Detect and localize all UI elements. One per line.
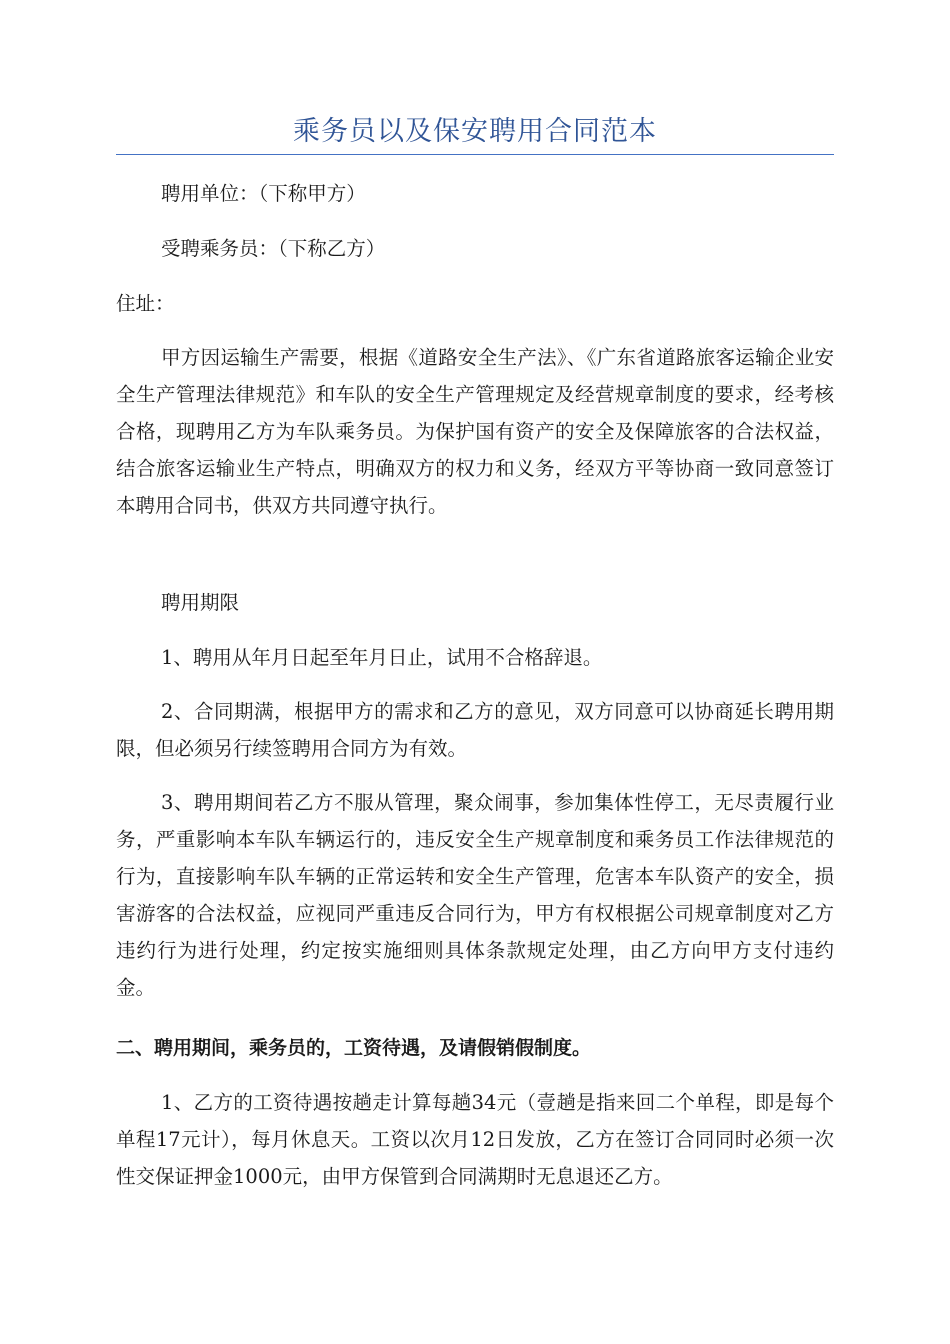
employer-line: 聘用单位：（下称甲方） [161,182,366,205]
section1-heading: 聘用期限 [161,591,240,614]
clause-1-2: 2、合同期满，根据甲方的需求和乙方的意见，双方同意可以协商延长聘用期限，但必须另行续签聘用合同方为有效。 [116,700,834,760]
preamble-paragraph: 甲方因运输生产需要，根据《道路安全生产法》、《广东省道路旅客运输企业安全生产管理法律规范》和车队的安全生产管理规定及经营规章制度的要求，经考核合格，现聘用乙方为车队乘务员。为保护国有资产的安全及保障旅客的合法权益，结合旅客运输业生产特点，明确双方的权力和义务，经双方平等协商一致同意签订本聘用合同书，供双方共同遵守执行。 [116,346,834,517]
section2-heading: 二、聘用期间，乘务员的，工资待遇，及请假销假制度。 [116,1037,592,1059]
address-line: 住址： [116,292,175,315]
title-underline [116,154,834,155]
clause-1-3: 3、聘用期间若乙方不服从管理，聚众闹事，参加集体性停工，无尽责履行业务，严重影响本车队车辆运行的，违反安全生产规章制度和乘务员工作法律规范的行为，直接影响车队车辆的正常运转和安全生产管理，危害本车队资产的安全，损害游客的合法权益，应视同严重违反合同行为，甲方有权根据公司规章制度对乙方违约行为进行处理，约定按实施细则具体条款规定处理，由乙方向甲方支付违约金。 [116,791,834,999]
clause-2-1: 1、乙方的工资待遇按趟走计算每趟34元（壹趟是指来回二个单程，即是每个单程17元计），每月休息天。工资以次月12日发放，乙方在签订合同同时必须一次性交保证押金1000元，由甲方保管到合同满期时无息退还乙方。 [116,1091,834,1188]
document-title: 乘务员以及保安聘用合同范本 [293,116,657,147]
clause-1-1: 1、聘用从年月日起至年月日止，试用不合格辞退。 [161,646,603,669]
employee-line: 受聘乘务员：（下称乙方） [161,237,386,260]
